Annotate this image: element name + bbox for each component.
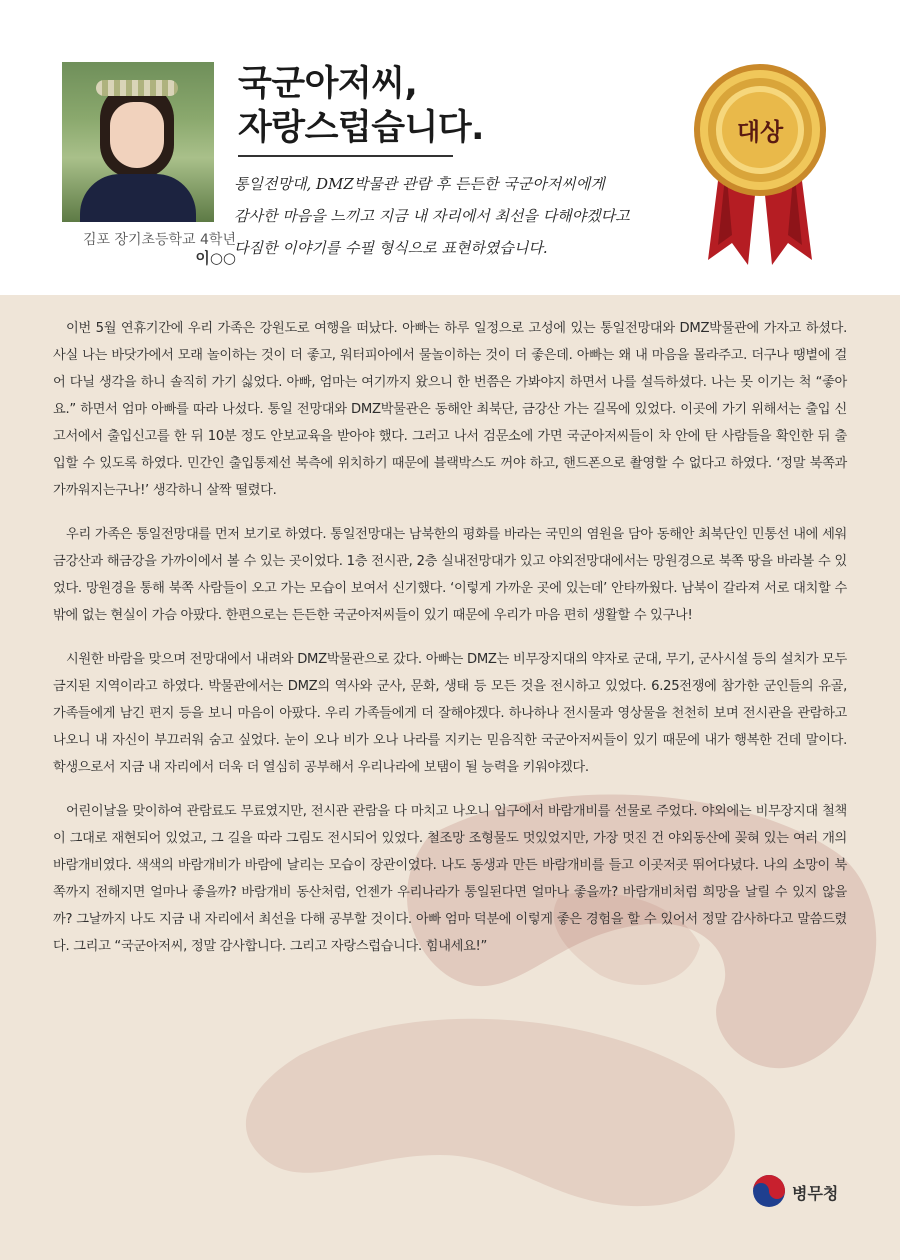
title-line-1: 국군아저씨, [238,64,418,104]
taegeuk-icon [752,1174,786,1208]
article-paragraph: 어린이날을 맞이하여 관람료도 무료였지만, 전시관 관람을 다 마치고 나오니 입구에서 바람개비를 선물로 주었다. 야외에는 비무장지대 철책이 그대로 재현되어 있었고, 그 길을 따라 그림도 전시되어 있었다. 철조망 조형물도 멋있었지만, 가장 멋진 건 야외동산에 꽂혀 있는 여러 개의 바람개비였다. 색색의 바람개비가 바람에 날리는 모습이 장관이었다. 나도 동생과 만든 바람개비를 들고 이곳저곳 뛰어다녔다. 나의 소망이 북쪽까지 전해지면 얼마나 좋을까? 바람개비 동산처럼, 언젠가 우리나라가 통일된다면 얼마나 좋을까? 바람개비처럼 희망을 날릴 수 있지 않을까? 그날까지 나도 지금 내 자리에서 최선을 다해 공부할 것이다. 아빠 엄마 덕분에 이렇게 좋은 경험을 할 수 있어서 정말 감사하다고 말씀드렸다. 그리고 “국군아저씨, 정말 감사합니다. 그리고 자랑스럽습니다. 힘내세요!” [53,804,847,954]
title-divider [238,155,453,157]
student-photo [62,62,214,222]
summary-line-1: 통일전망대, DMZ박물관 관람 후 든든한 국군아저씨에게 [234,175,605,193]
article-body [53,315,847,977]
award-label: 대상 [736,118,784,146]
logo-text: 병무청 [792,1184,839,1203]
article-paragraph: 우리 가족은 통일전망대를 먼저 보기로 하였다. 통일전망대는 남북한의 평화를 바라는 국민의 염원을 담아 동해안 최북단인 민통선 내에 세워 금강산과 해금강을 가까이에서 볼 수 있는 곳이었다. 1층 전시관, 2층 실내전망대가 있고 야외전망대에서는 망원경으로 북쪽 땅을 바라볼 수 있었다. 망원경을 통해 북쪽 사람들이 오고 가는 모습이 보여서 신기했다. ‘이렇게 가까운 곳에 있는데’ 안타까웠다. 남북이 갈라져 서로 대치할 수밖에 없는 현실이 가슴 아팠다. 한편으로는 든든한 국군아저씨들이 있기 때문에 우리가 마음 편히 생활할 수 있구나! [53,527,847,623]
summary-line-2: 감사한 마음을 느끼고 지금 내 자리에서 최선을 다해야겠다고 [234,207,630,225]
school-name: 김포 장기초등학교 4학년 [82,232,236,248]
header [0,0,900,295]
award-medal-icon [690,55,830,270]
article-paragraph: 이번 5월 연휴기간에 우리 가족은 강원도로 여행을 떠났다. 아빠는 하루 일정으로 고성에 있는 통일전망대와 DMZ박물관에 가자고 하셨다. 사실 나는 바닷가에서 모래 놀이하는 것이 더 좋고, 워터피아에서 물놀이하는 것이 더 좋은데. 아빠는 왜 내 마음을 몰라주고. 더구나 땡볕에 걸어 다닐 생각을 하니 솔직히 가기 싫었다. 아빠, 엄마는 여기까지 왔으니 한 번쯤은 가봐야지 하면서 나를 설득하셨다. 나는 못 이기는 척 “좋아요.” 하면서 엄마 아빠를 따라 나섰다. 통일 전망대와 DMZ박물관은 동해안 최북단, 금강산 가는 길목에 있었다. 이곳에 가기 위해서는 출입 신고서에서 출입신고를 한 뒤 10분 정도 안보교육을 받아야 했다. 그러고 나서 검문소에 가면 국군아저씨들이 차 안에 탄 사람들을 확인한 뒤 출입할 수 있도록 하였다. 민간인 출입통제선 북측에 위치하기 때문에 블랙박스도 꺼야 하고, 핸드폰으로 촬영할 수 없다고 하였다. ‘정말 북쪽과 가까워지는구나!’ 생각하니 살짝 떨렸다. [53,321,847,498]
summary-line-3: 다짐한 이야기를 수필 형식으로 표현하였습니다. [234,239,548,257]
page-title [238,62,484,150]
summary-text [234,168,704,264]
mma-logo [752,1172,852,1212]
title-line-2: 자랑스럽습니다. [238,108,484,148]
article-area [0,295,900,1260]
article-paragraph: 시원한 바람을 맞으며 전망대에서 내려와 DMZ박물관으로 갔다. 아빠는 DMZ는 비무장지대의 약자로 군대, 무기, 군사시설 등의 설치가 모두 금지된 지역이라고 하였다. 박물관에서는 DMZ의 역사와 군사, 문화, 생태 등 모든 것을 전시하고 있었다. 6.25전쟁에 참가한 군인들의 유골, 가족들에게 남긴 편지 등을 보니 마음이 아팠다. 우리 가족들에게 더 잘해야겠다. 하나하나 전시물과 영상물을 천천히 보며 전시관을 관람하고 나오니 내 자신이 부끄러워 숨고 싶었다. 눈이 오나 비가 오나 나라를 지키는 믿음직한 국군아저씨들이 있기 때문에 내가 행복한 건데 말이다. 학생으로서 지금 내 자리에서 더욱 더 열심히 공부해서 우리나라에 보탬이 될 능력을 키워야겠다. [53,652,847,775]
student-name: 이○○ [195,249,236,267]
